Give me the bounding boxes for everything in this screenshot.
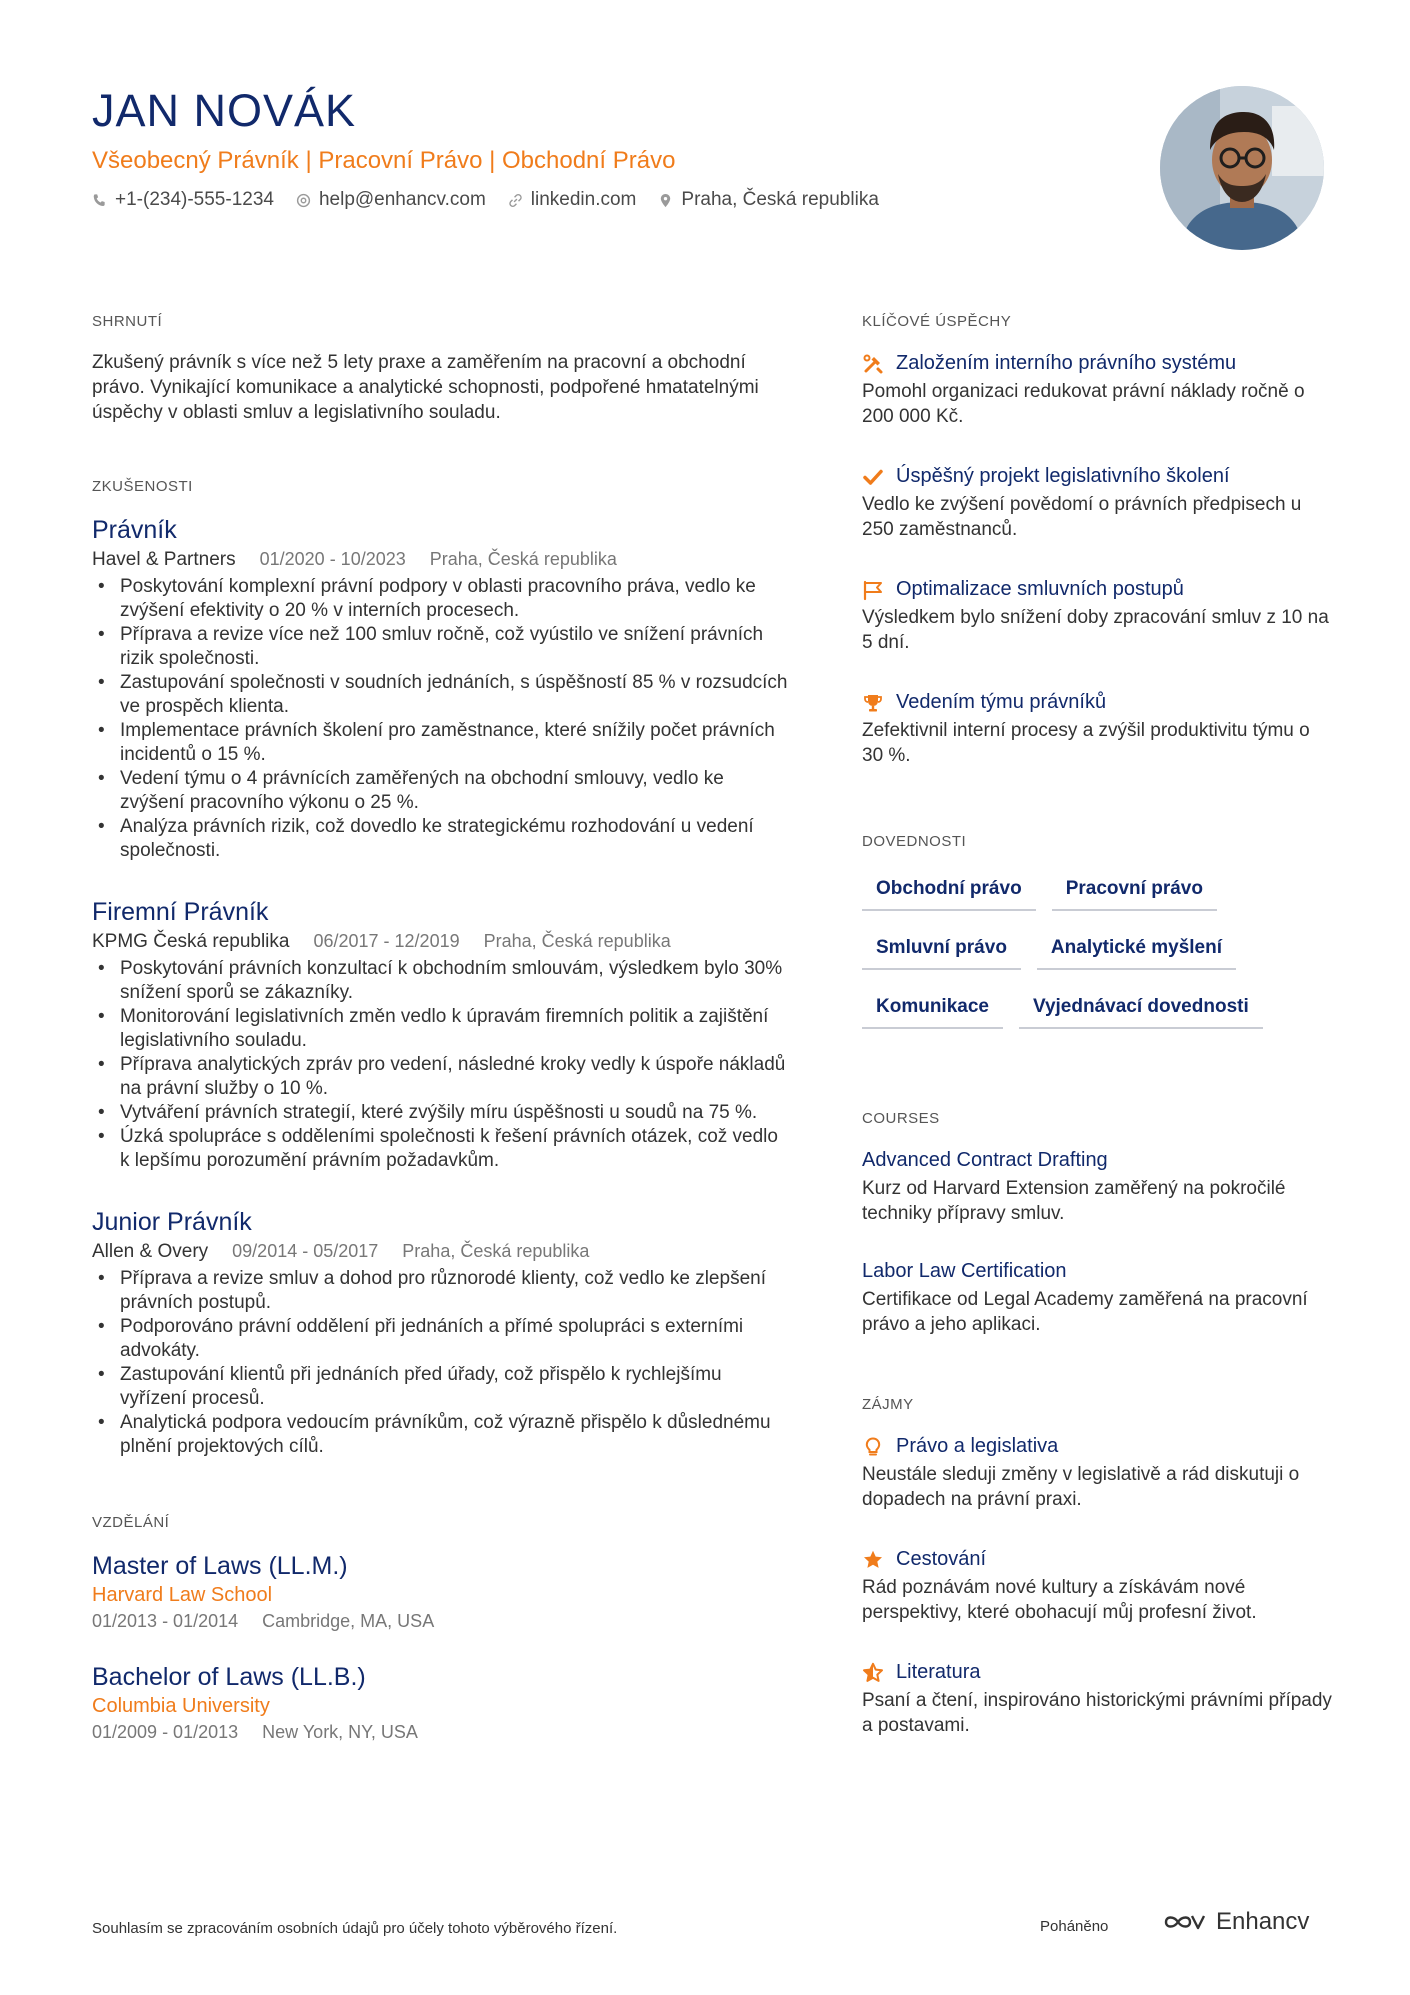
bullet-item: • Implementace právních školení pro zaměstnance, které snížily počet právních incidentů o 15 %. (92, 719, 792, 767)
school-name: Harvard Law School (92, 1584, 273, 1606)
achievement-title: Úspěšný projekt legislativního školení (896, 465, 1230, 487)
school-name: Columbia University (92, 1695, 270, 1717)
job-bullets (92, 575, 792, 863)
flag-icon (862, 579, 884, 601)
experience-section (92, 477, 792, 1459)
resume-header (92, 84, 1142, 214)
achievement-desc: Zefektivnil interní procesy a zvýšil produktivitu týmu o 30 %. (862, 720, 1310, 766)
course-title: Advanced Contract Drafting (862, 1149, 1108, 1171)
tools-icon (862, 353, 884, 375)
courses-heading: COURSES (862, 1110, 940, 1127)
courses-section (862, 1109, 1332, 1337)
education-dates: 01/2013 - 01/2014 (92, 1611, 239, 1631)
interest-item (862, 1659, 1332, 1738)
interest-item (862, 1433, 1332, 1512)
candidate-name: JAN NOVÁK (92, 85, 357, 136)
email-contact[interactable] (296, 186, 486, 214)
interest-item (862, 1546, 1332, 1625)
course-item (862, 1258, 1332, 1337)
bullet-item: • Příprava a revize smluv a dohod pro různorodé klienty, což vedlo ke zlepšení právních postupů. (92, 1267, 792, 1315)
job-meta (92, 546, 792, 573)
bullet-item: • Příprava a revize více než 100 smluv ročně, což vyústilo ve snížení právních rizik společnosti. (92, 623, 792, 671)
achievement-title-row (862, 689, 1332, 716)
brand-logo[interactable] (1160, 1908, 1309, 1936)
location-contact (658, 186, 879, 214)
experience-item (92, 897, 792, 1173)
job-meta (92, 928, 792, 955)
bullet-item: • Příprava analytických zpráv pro vedení, následné kroky vedly k úspoře nákladů na právní služby o 10 %. (92, 1053, 792, 1101)
right-column (862, 312, 1332, 1738)
bullet-item: • Analýza právních rizik, což dovedlo ke strategickému rozhodování u vedení společnosti. (92, 815, 792, 863)
skill-tag: Vyjednávací dovednosti (1019, 990, 1263, 1029)
job-dates: 09/2014 - 05/2017 (232, 1241, 379, 1261)
achievement-item (862, 576, 1332, 655)
lightbulb-icon (862, 1436, 884, 1458)
course-title: Labor Law Certification (862, 1260, 1067, 1282)
phone-contact (92, 186, 274, 214)
linkedin-text[interactable]: linkedin.com (530, 189, 637, 210)
achievements-section (862, 312, 1332, 768)
summary-section (92, 312, 792, 425)
interest-desc: Rád poznávám nové kultury a získávám nové perspektivy, které obohacují můj profesní život. (862, 1577, 1257, 1623)
enhancv-logo-icon (1160, 1910, 1206, 1934)
bullet-item: • Monitorování legislativních změn vedlo k úpravám firemních politik a zajištění legislativního souladu. (92, 1005, 792, 1053)
skill-tag: Analytické myšlení (1037, 931, 1236, 970)
brand-name: Enhancv (1216, 1908, 1310, 1935)
achievement-title: Vedením týmu právníků (896, 691, 1107, 713)
education-item (92, 1551, 792, 1634)
education-dates: 01/2009 - 01/2013 (92, 1722, 239, 1742)
contact-info (92, 186, 1142, 214)
course-item (862, 1147, 1332, 1226)
interest-title: Cestování (896, 1548, 987, 1570)
interest-title-row (862, 1546, 1332, 1573)
job-dates: 06/2017 - 12/2019 (313, 931, 460, 951)
skill-tag: Smluvní právo (862, 931, 1021, 970)
bullet-item: • Vytváření právních strategií, které zvýšily míru úspěšnosti u soudů na 75 %. (92, 1101, 792, 1125)
summary-text: Zkušený právník s více než 5 lety praxe a zaměřením na pracovní a obchodní právo. Vynikající komunikace a analytické schopnosti, podpořené hmatatelnými úspěchy v oblasti smluv a legislativního souladu. (92, 352, 759, 423)
achievement-desc: Výsledkem bylo snížení doby zpracování smluv z 10 na 5 dní. (862, 607, 1329, 653)
education-item (92, 1662, 792, 1745)
achievement-desc: Vedlo ke zvýšení povědomí o právních předpisech u 250 zaměstnanců. (862, 494, 1302, 540)
degree-title: Bachelor of Laws (LL.B.) (92, 1663, 366, 1691)
bullet-item: • Zastupování klientů při jednáních před úřady, což přispělo k rychlejšímu vyřízení procesů. (92, 1363, 792, 1411)
job-bullets (92, 957, 792, 1173)
company-name: Havel & Partners (92, 549, 236, 570)
education-location: Cambridge, MA, USA (262, 1611, 435, 1631)
achievement-title: Založením interního právního systému (896, 352, 1237, 374)
education-location: New York, NY, USA (262, 1722, 418, 1742)
email-text[interactable]: help@enhancv.com (318, 189, 486, 210)
job-bullets (92, 1267, 792, 1459)
avatar (1160, 86, 1324, 250)
profile-photo (1160, 86, 1324, 250)
bullet-item: • Poskytování komplexní právní podpory v oblasti pracovního práva, vedlo ke zvýšení efektivity o 20 % v interních procesech. (92, 575, 792, 623)
interest-title: Právo a legislativa (896, 1435, 1059, 1457)
company-name: Allen & Overy (92, 1241, 209, 1262)
bullet-item: • Podporováno právní oddělení při jednáních a přímé spolupráci s externími advokáty. (92, 1315, 792, 1363)
phone-icon (92, 193, 107, 208)
bullet-item: • Úzká spolupráce s odděleními společnosti k řešení právních otázek, což vedlo k lepšímu porozumění právním požadavkům. (92, 1125, 792, 1173)
education-meta (92, 1720, 792, 1745)
achievement-item (862, 350, 1332, 429)
achievement-title-row (862, 576, 1332, 603)
interest-desc: Psaní a čtení, inspirováno historickými právními případy a postavami. (862, 1690, 1332, 1736)
achievement-title-row (862, 350, 1332, 377)
degree-title: Master of Laws (LL.M.) (92, 1552, 348, 1580)
job-title: Právník (92, 516, 177, 544)
achievements-heading: KLÍČOVÉ ÚSPĚCHY (862, 313, 1012, 330)
company-name: KPMG Česká republika (92, 931, 290, 952)
interest-title: Literatura (896, 1661, 981, 1683)
job-location: Praha, Česká republika (402, 1241, 590, 1261)
education-meta (92, 1609, 792, 1634)
phone-text: +1-(234)-555-1234 (115, 189, 274, 210)
experience-item (92, 1207, 792, 1459)
skills-section (862, 832, 1332, 1029)
interests-heading: ZÁJMY (862, 1396, 914, 1413)
job-title: Firemní Právník (92, 898, 269, 926)
interest-title-row (862, 1659, 1332, 1686)
consent-note: Souhlasím se zpracováním osobních údajů pro účely tohoto výběrového řízení. (92, 1920, 618, 1937)
experience-heading: ZKUŠENOSTI (92, 478, 193, 495)
skill-tag: Komunikace (862, 990, 1003, 1029)
interest-desc: Neustále sleduji změny v legislativě a rád diskutuji o dopadech na právní praxi. (862, 1464, 1300, 1510)
left-column (92, 312, 792, 1745)
course-desc: Kurz od Harvard Extension zaměřený na pokročilé techniky přípravy smluv. (862, 1178, 1286, 1224)
education-heading: VZDĚLÁNÍ (92, 1514, 170, 1531)
achievement-item (862, 689, 1332, 768)
skills-heading: DOVEDNOSTI (862, 833, 967, 850)
star-half-icon (862, 1662, 884, 1684)
job-location: Praha, Česká republika (483, 931, 671, 951)
powered-by-label: Poháněno (1040, 1918, 1109, 1935)
course-desc: Certifikace od Legal Academy zaměřená na pracovní právo a jeho aplikaci. (862, 1289, 1308, 1335)
skill-tag: Obchodní právo (862, 872, 1036, 911)
map-pin-icon (658, 193, 673, 208)
job-meta (92, 1238, 792, 1265)
link-icon (508, 193, 523, 208)
bullet-item: • Vedení týmu o 4 právnících zaměřených na obchodní smlouvy, vedlo ke zvýšení pracovního výkonu o 25 %. (92, 767, 792, 815)
achievement-title-row (862, 463, 1332, 490)
interests-section (862, 1395, 1332, 1738)
bullet-item: • Poskytování právních konzultací k obchodním smlouvám, výsledkem bylo 30% snížení sporů se zákazníky. (92, 957, 792, 1005)
job-location: Praha, Česká republika (429, 549, 617, 569)
bullet-item: • Analytická podpora vedoucím právníkům, což výrazně přispělo k důslednému plnění projektových cílů. (92, 1411, 792, 1459)
achievement-title: Optimalizace smluvních postupů (896, 578, 1184, 600)
achievement-desc: Pomohl organizaci redukovat právní náklady ročně o 200 000 Kč. (862, 381, 1305, 427)
trophy-icon (862, 692, 884, 714)
experience-item (92, 515, 792, 863)
education-section (92, 1513, 792, 1745)
location-text: Praha, Česká republika (681, 189, 879, 210)
at-icon (296, 193, 311, 208)
summary-heading: SHRNUTÍ (92, 313, 163, 330)
skills-list (862, 872, 1322, 1029)
job-dates: 01/2020 - 10/2023 (259, 549, 406, 569)
job-title: Junior Právník (92, 1208, 252, 1236)
headline: Všeobecný Právník | Pracovní Právo | Obchodní Právo (92, 147, 676, 174)
skill-tag: Pracovní právo (1052, 872, 1217, 911)
achievement-item (862, 463, 1332, 542)
check-icon (862, 466, 884, 488)
bullet-item: • Zastupování společnosti v soudních jednáních, s úspěšností 85 % v rozsudcích ve prospěch klienta. (92, 671, 792, 719)
linkedin-contact[interactable] (508, 186, 637, 214)
interest-title-row (862, 1433, 1332, 1460)
star-icon (862, 1549, 884, 1571)
